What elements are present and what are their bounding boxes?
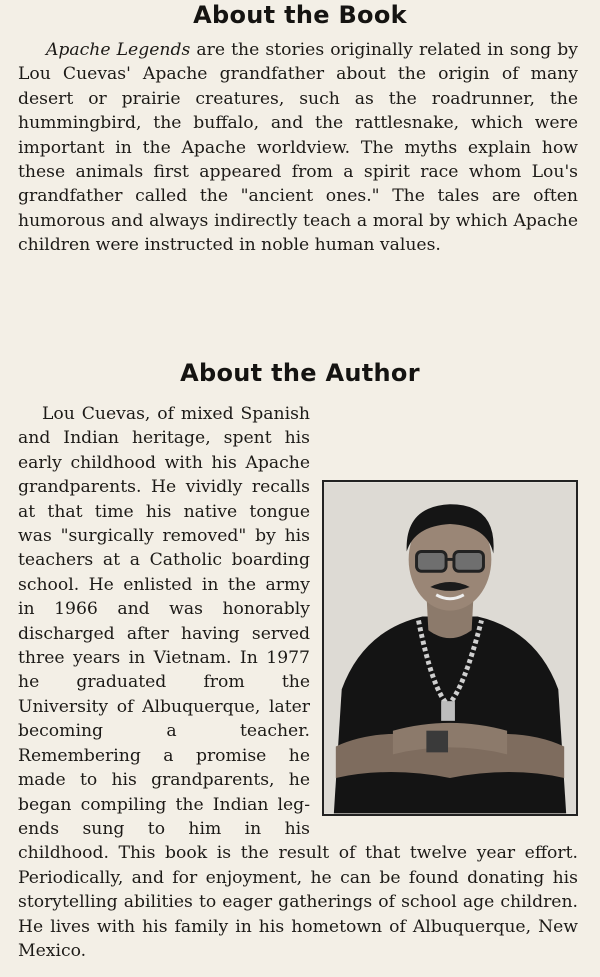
author-portrait-image [324, 482, 576, 814]
author-photo [322, 480, 578, 816]
about-book-heading: About the Book [193, 1, 407, 29]
book-title: Apache Legends [46, 40, 191, 60]
about-author-text: Lou Cuevas, of mixed Spanish and Indian heritage, spent his early childhood with his Apache grandparents. He vividly recalls at that time his native tongue was "surgically removed" by his teachers at a Catholic boarding school. He enlisted in the army in 1966 and was honorably discharged after having served three years in Vietnam. In 1977 he graduated from the University of Albuquerque, later becoming a teacher. Remembering a promise he made to his grandparents, he began compiling the Indian legends sung to him in his childhood. This book is the result of that twelve year effort. Periodically, and for enjoyment, he can be found donating his storytelling abilities to eager gatherings of school age children. He lives with his family in his hometown of Albuquerque, New Mexico. [18, 404, 578, 961]
about-book-text: are the stories originally related in song by Lou Cuevas' Apache grandfather about the origin of many desert or prairie creatures, such as the roadrunner, the hummingbird, the buffalo, and the rattlesnake, which were important in the Apache worldview. The myths explain how these animals first appeared from a spirit race whom Lou's grandfather called the "ancient ones." The tales are often humorous and always indirectly teach a moral by which Apache children were instructed in noble human values. [18, 40, 578, 256]
about-author-heading: About the Author [180, 359, 420, 387]
about-book-paragraph [18, 38, 578, 258]
about-author-paragraph [18, 402, 578, 963]
